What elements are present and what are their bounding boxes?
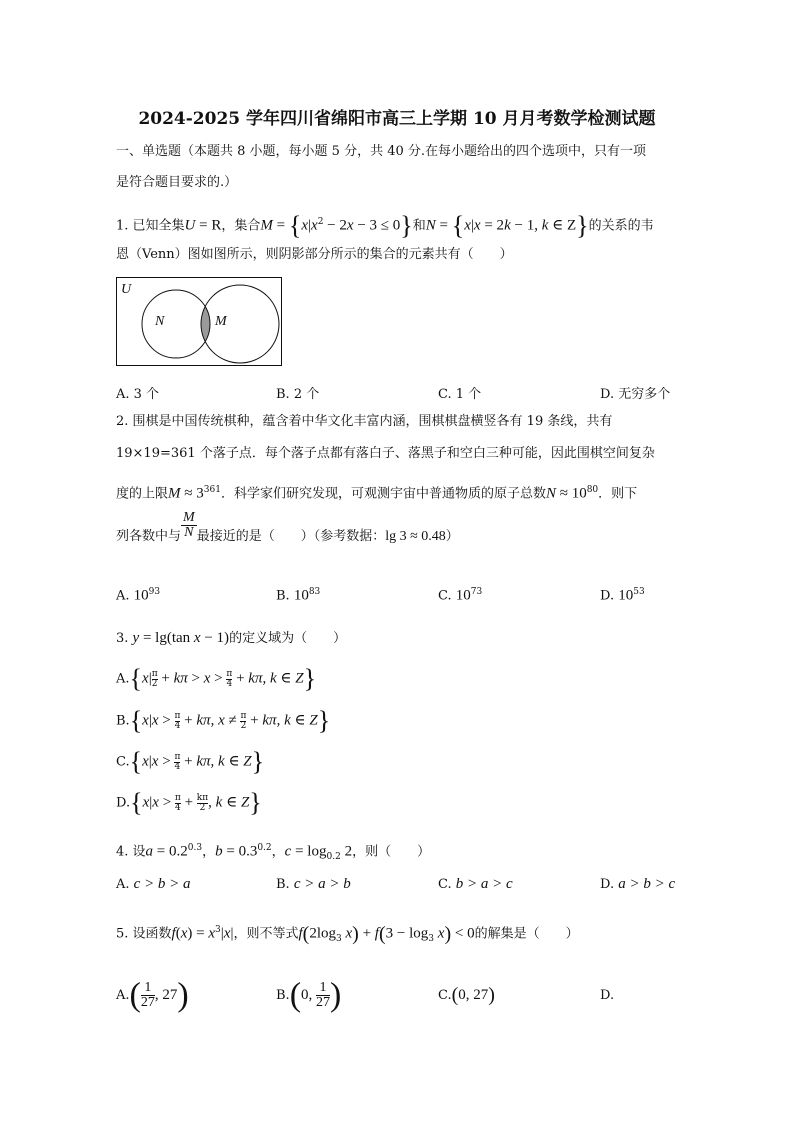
q5-option-d: D. <box>600 988 615 1003</box>
q1-text: ，集合 <box>221 218 261 234</box>
question-1-line1: 1. 已知全集U = R，集合$M = \{x|x^2 - 2x - 3 \le 0\}$和N = {x|x = 2k − 1, k ∈ Z}的关系的韦 <box>116 210 654 240</box>
page-title: 2024-2025 学年四川省绵阳市高三上学期 10 月月考数学检测试题 <box>138 109 656 129</box>
section-heading-line2: 是符合题目要求的.） <box>116 175 238 190</box>
q1-text-end: 的关系的韦 <box>588 218 654 234</box>
q1-option-a: A. 3 个 <box>116 387 160 402</box>
q3-option-b: B.{x|x > $\frac{\pi}{4} + k\pi$, x ≠ $\frac{\pi}{2} + k\pi$, k ∈ Z} <box>116 706 331 735</box>
q2-option-a: A. $10^{93}$ <box>116 587 161 604</box>
q1-universal-set: U <box>184 217 196 234</box>
question-2-line2: 19×19=361 个落子点．每个落子点都有落白子、落黑子和空白三种可能，因此围棋空间复杂 <box>116 446 655 461</box>
q5-option-c: C.(0, 27) <box>438 984 495 1006</box>
q5-option-b: B.(0, $\frac{1}{27}$ ) <box>276 976 342 1014</box>
q3-option-c: C.{x|x > $\frac{\pi}{4} + k\pi$, k ∈ Z} <box>116 747 265 776</box>
q1-option-d: D. 无穷多个 <box>600 387 671 402</box>
question-2-line3: 度的上限$M \approx 3^{361}$．科学家们研究发现，可观测宇宙中普通物质的原子总数$N \approx 10^{80}$．则下 <box>116 485 638 502</box>
question-4-stem: 4. 设$a = 0.2^{0.3}$，$b = 0.3^{0.2}$，$c = \log_{0.2} 2$，则（ ） <box>116 843 431 862</box>
q1-set-n: N <box>425 217 436 234</box>
question-2-line1: 2. 围棋是中国传统棋种，蕴含着中华文化丰富内涵，围棋棋盘横竖各有 19 条线，共有 <box>116 414 613 429</box>
q1-set-m: M <box>260 217 273 234</box>
venn-circle-m <box>201 285 279 363</box>
q5-option-a: A.( $\frac{1}{27}$ , 27) <box>116 976 189 1014</box>
question-2-line4: 列各数中与 $\frac{M}{N}$ 最接近的是（ ）（参考数据：lg 3 ≈ 0.48） <box>116 510 459 544</box>
venn-label-u: U <box>121 282 132 297</box>
q2-option-d: D. $10^{53}$ <box>600 587 645 604</box>
venn-universe-box <box>117 278 282 366</box>
q4-option-a: A. c > b > a <box>116 876 191 892</box>
venn-label-m: M <box>215 314 227 329</box>
question-1-line2: 恩（Venn）图如图所示，则阴影部分所示的集合的元素共有（ ） <box>116 247 513 262</box>
q1-option-b: B. 2 个 <box>276 387 320 402</box>
question-5-stem: 5. 设函数$f(x) = x^3|x|$，则不等式$f(2\log_3$ $x) + f(3 - \log_3 x) < 0$的解集是（ ） <box>116 922 579 945</box>
q4-option-d: D. a > b > c <box>600 876 676 892</box>
q1-prefix: 1. 已知全集 <box>116 218 185 234</box>
venn-circle-n <box>142 290 210 358</box>
q4-option-b: B. c > a > b <box>276 876 351 892</box>
venn-diagram <box>116 277 282 367</box>
q2-option-b: B. $10^{83}$ <box>276 587 321 604</box>
q1-option-c: C. 1 个 <box>438 387 482 402</box>
q3-option-d: D.{x|x > $\frac{\pi}{4}$ + $\frac{k\pi}{2}$, k ∈ Z} <box>116 788 262 817</box>
q4-option-c: C. b > a > c <box>438 876 513 892</box>
q2-option-c: C. $10^{73}$ <box>438 587 483 604</box>
q3-option-a: A.{x| $\frac{\pi}{2} + k\pi > x$ > $\frac{\pi}{4} + k\pi$, k ∈ Z} <box>116 664 317 693</box>
section-heading-line1: 一、单选题（本题共 8 小题，每小题 5 分，共 40 分.在每小题给出的四个选项中，只有一项 <box>116 144 647 159</box>
venn-label-n: N <box>155 314 165 329</box>
question-3-stem: 3. y = lg(tan x − 1)的定义域为（ ） <box>116 630 347 646</box>
q1-and: 和 <box>412 218 426 234</box>
